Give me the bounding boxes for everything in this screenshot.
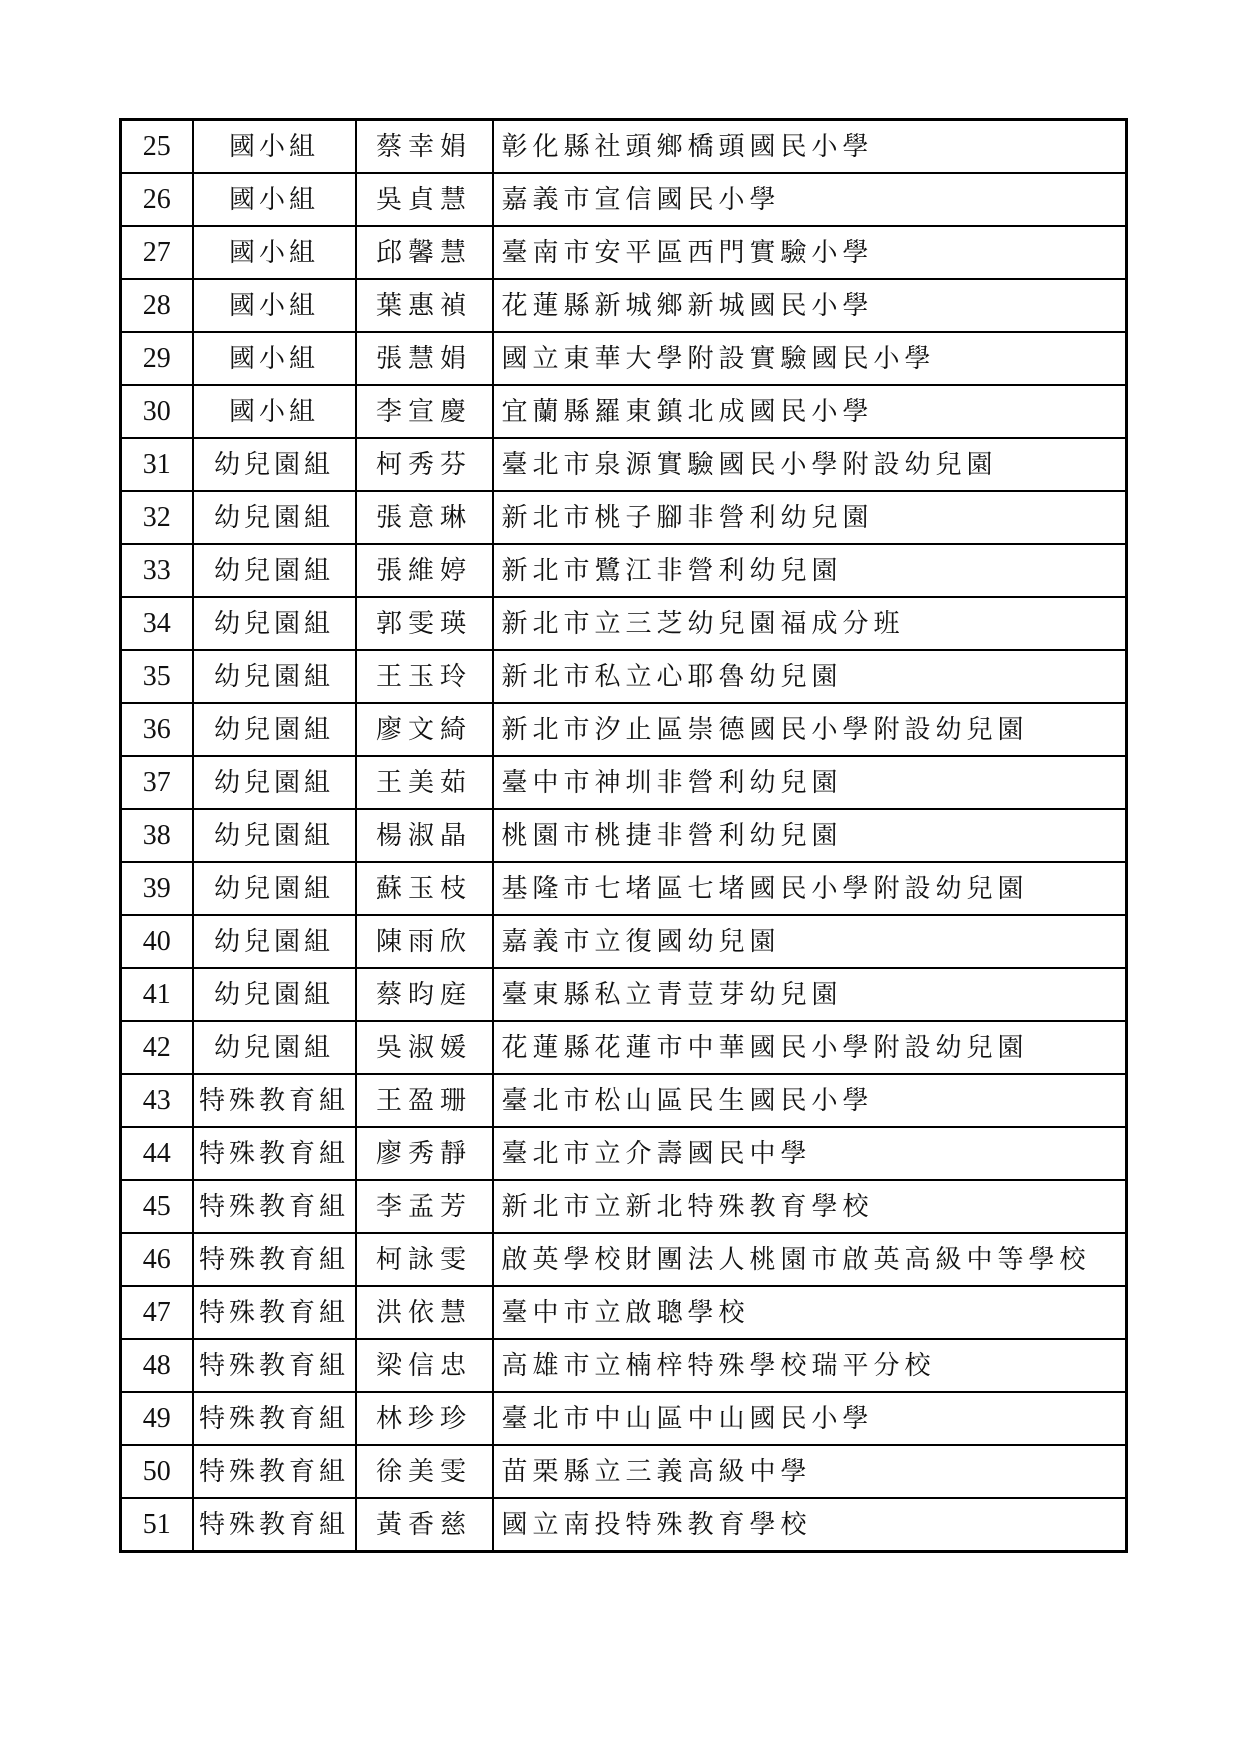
cell-group: 幼兒園組 — [193, 438, 356, 491]
cell-name: 張慧娟 — [356, 332, 493, 385]
cell-school: 臺南市安平區西門實驗小學 — [493, 226, 1127, 279]
table-row — [121, 915, 1127, 968]
cell-group: 幼兒園組 — [193, 650, 356, 703]
table-row — [121, 597, 1127, 650]
cell-number: 49 — [121, 1392, 193, 1445]
cell-group: 特殊教育組 — [193, 1127, 356, 1180]
cell-group: 幼兒園組 — [193, 915, 356, 968]
table-row — [121, 809, 1127, 862]
table-row — [121, 1286, 1127, 1339]
cell-group: 國小組 — [193, 332, 356, 385]
cell-group: 特殊教育組 — [193, 1286, 356, 1339]
table-row — [121, 1074, 1127, 1127]
cell-number: 39 — [121, 862, 193, 915]
table-row — [121, 332, 1127, 385]
cell-school: 宜蘭縣羅東鎮北成國民小學 — [493, 385, 1127, 438]
table-row — [121, 544, 1127, 597]
cell-name: 吳貞慧 — [356, 173, 493, 226]
cell-number: 40 — [121, 915, 193, 968]
cell-number: 31 — [121, 438, 193, 491]
roster-table — [119, 118, 1128, 1553]
cell-group: 特殊教育組 — [193, 1233, 356, 1286]
cell-number: 50 — [121, 1445, 193, 1498]
cell-number: 41 — [121, 968, 193, 1021]
cell-school: 新北市立三芝幼兒園福成分班 — [493, 597, 1127, 650]
table-row — [121, 1233, 1127, 1286]
cell-school: 臺中市神圳非營利幼兒園 — [493, 756, 1127, 809]
cell-name: 廖文綺 — [356, 703, 493, 756]
cell-group: 國小組 — [193, 385, 356, 438]
cell-name: 王美茹 — [356, 756, 493, 809]
cell-group: 幼兒園組 — [193, 968, 356, 1021]
cell-group: 幼兒園組 — [193, 809, 356, 862]
cell-school: 桃園市桃捷非營利幼兒園 — [493, 809, 1127, 862]
cell-school: 臺北市泉源實驗國民小學附設幼兒園 — [493, 438, 1127, 491]
cell-group: 國小組 — [193, 279, 356, 332]
cell-group: 特殊教育組 — [193, 1339, 356, 1392]
cell-group: 幼兒園組 — [193, 597, 356, 650]
cell-name: 柯秀芬 — [356, 438, 493, 491]
table-row — [121, 120, 1127, 174]
cell-school: 臺北市松山區民生國民小學 — [493, 1074, 1127, 1127]
cell-group: 特殊教育組 — [193, 1180, 356, 1233]
cell-group: 幼兒園組 — [193, 491, 356, 544]
cell-number: 51 — [121, 1498, 193, 1552]
cell-number: 44 — [121, 1127, 193, 1180]
table-row — [121, 1498, 1127, 1552]
table-row — [121, 756, 1127, 809]
cell-number: 27 — [121, 226, 193, 279]
cell-name: 柯詠雯 — [356, 1233, 493, 1286]
cell-group: 幼兒園組 — [193, 862, 356, 915]
cell-name: 楊淑晶 — [356, 809, 493, 862]
table-row — [121, 703, 1127, 756]
roster-body — [121, 120, 1127, 1552]
cell-group: 幼兒園組 — [193, 756, 356, 809]
cell-school: 臺中市立啟聰學校 — [493, 1286, 1127, 1339]
cell-name: 李孟芳 — [356, 1180, 493, 1233]
cell-number: 33 — [121, 544, 193, 597]
table-row — [121, 438, 1127, 491]
cell-number: 38 — [121, 809, 193, 862]
cell-number: 45 — [121, 1180, 193, 1233]
table-row — [121, 1339, 1127, 1392]
cell-group: 幼兒園組 — [193, 703, 356, 756]
cell-group: 特殊教育組 — [193, 1445, 356, 1498]
cell-school: 新北市汐止區崇德國民小學附設幼兒園 — [493, 703, 1127, 756]
cell-school: 彰化縣社頭鄉橋頭國民小學 — [493, 120, 1127, 174]
table-row — [121, 1021, 1127, 1074]
cell-school: 新北市桃子腳非營利幼兒園 — [493, 491, 1127, 544]
cell-name: 蔡昀庭 — [356, 968, 493, 1021]
table-row — [121, 1445, 1127, 1498]
cell-group: 特殊教育組 — [193, 1074, 356, 1127]
cell-number: 42 — [121, 1021, 193, 1074]
cell-school: 臺東縣私立青荳芽幼兒園 — [493, 968, 1127, 1021]
cell-number: 28 — [121, 279, 193, 332]
cell-group: 幼兒園組 — [193, 544, 356, 597]
table-row — [121, 491, 1127, 544]
cell-school: 新北市立新北特殊教育學校 — [493, 1180, 1127, 1233]
cell-name: 陳雨欣 — [356, 915, 493, 968]
cell-group: 幼兒園組 — [193, 1021, 356, 1074]
cell-school: 嘉義市宣信國民小學 — [493, 173, 1127, 226]
cell-name: 蔡幸娟 — [356, 120, 493, 174]
cell-school: 啟英學校財團法人桃園市啟英高級中等學校 — [493, 1233, 1127, 1286]
cell-name: 王盈珊 — [356, 1074, 493, 1127]
cell-number: 26 — [121, 173, 193, 226]
cell-number: 35 — [121, 650, 193, 703]
cell-name: 郭雯瑛 — [356, 597, 493, 650]
cell-name: 洪依慧 — [356, 1286, 493, 1339]
cell-number: 43 — [121, 1074, 193, 1127]
cell-group: 特殊教育組 — [193, 1498, 356, 1552]
table-row — [121, 279, 1127, 332]
cell-school: 花蓮縣花蓮市中華國民小學附設幼兒園 — [493, 1021, 1127, 1074]
cell-number: 48 — [121, 1339, 193, 1392]
cell-number: 32 — [121, 491, 193, 544]
cell-name: 黃香慈 — [356, 1498, 493, 1552]
cell-number: 30 — [121, 385, 193, 438]
cell-school: 花蓮縣新城鄉新城國民小學 — [493, 279, 1127, 332]
table-row — [121, 226, 1127, 279]
cell-school: 基隆市七堵區七堵國民小學附設幼兒園 — [493, 862, 1127, 915]
cell-name: 邱馨慧 — [356, 226, 493, 279]
cell-group: 國小組 — [193, 173, 356, 226]
cell-school: 新北市私立心耶魯幼兒園 — [493, 650, 1127, 703]
cell-number: 29 — [121, 332, 193, 385]
cell-name: 王玉玲 — [356, 650, 493, 703]
cell-school: 苗栗縣立三義高級中學 — [493, 1445, 1127, 1498]
cell-school: 臺北市中山區中山國民小學 — [493, 1392, 1127, 1445]
cell-name: 李宣慶 — [356, 385, 493, 438]
cell-group: 國小組 — [193, 120, 356, 174]
cell-name: 葉惠禎 — [356, 279, 493, 332]
cell-name: 張意琳 — [356, 491, 493, 544]
cell-school: 國立南投特殊教育學校 — [493, 1498, 1127, 1552]
cell-name: 廖秀靜 — [356, 1127, 493, 1180]
cell-number: 37 — [121, 756, 193, 809]
table-row — [121, 968, 1127, 1021]
cell-group: 特殊教育組 — [193, 1392, 356, 1445]
cell-name: 梁信忠 — [356, 1339, 493, 1392]
cell-school: 臺北市立介壽國民中學 — [493, 1127, 1127, 1180]
cell-name: 蘇玉枝 — [356, 862, 493, 915]
cell-name: 林珍珍 — [356, 1392, 493, 1445]
cell-school: 高雄市立楠梓特殊學校瑞平分校 — [493, 1339, 1127, 1392]
table-row — [121, 173, 1127, 226]
cell-school: 嘉義市立復國幼兒園 — [493, 915, 1127, 968]
table-row — [121, 1180, 1127, 1233]
table-row — [121, 862, 1127, 915]
cell-name: 徐美雯 — [356, 1445, 493, 1498]
table-row — [121, 1392, 1127, 1445]
table-row — [121, 650, 1127, 703]
cell-school: 新北市鷺江非營利幼兒園 — [493, 544, 1127, 597]
cell-number: 36 — [121, 703, 193, 756]
table-row — [121, 385, 1127, 438]
cell-name: 吳淑媛 — [356, 1021, 493, 1074]
cell-number: 47 — [121, 1286, 193, 1339]
cell-school: 國立東華大學附設實驗國民小學 — [493, 332, 1127, 385]
cell-number: 25 — [121, 120, 193, 174]
table-row — [121, 1127, 1127, 1180]
cell-number: 46 — [121, 1233, 193, 1286]
cell-name: 張維婷 — [356, 544, 493, 597]
cell-number: 34 — [121, 597, 193, 650]
cell-group: 國小組 — [193, 226, 356, 279]
